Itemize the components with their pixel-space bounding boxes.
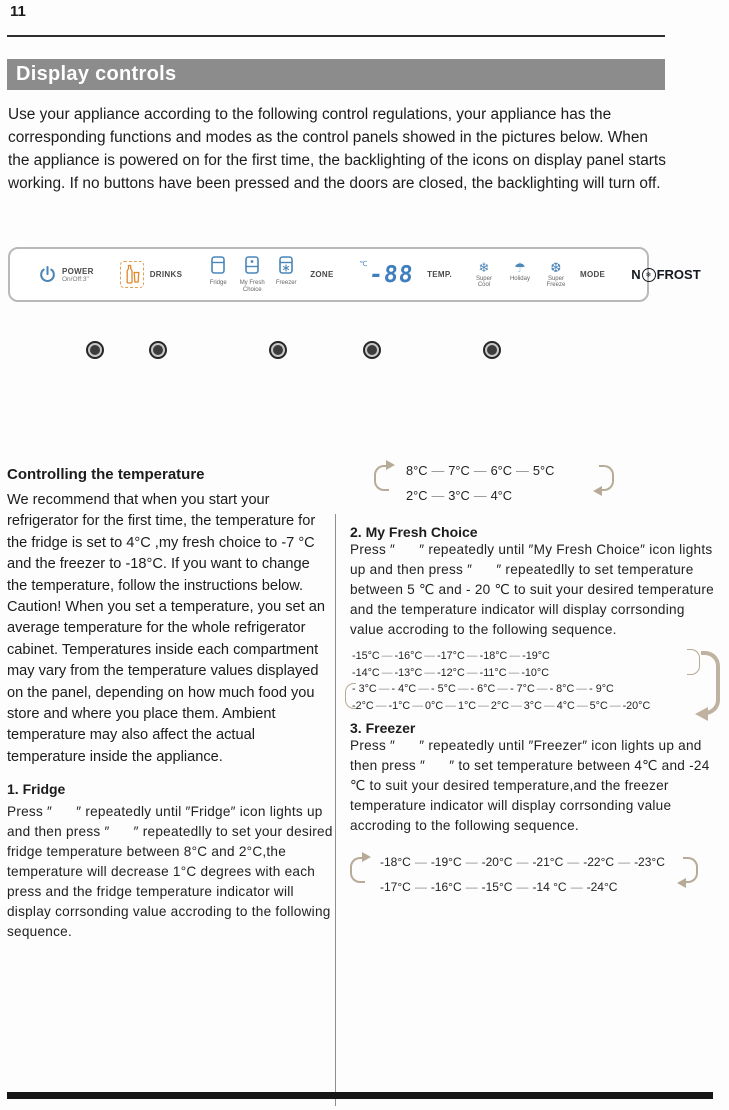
temperature-value: 3°C: [448, 488, 470, 503]
sequence-dash: —: [457, 683, 469, 695]
temperature-display: [360, 262, 413, 288]
temperature-value: -22°C: [583, 855, 615, 869]
power-label: POWER: [62, 266, 94, 276]
my-fresh-choice-body: Press ″ ″ repeatedly until ″My Fresh Choice″ icon lights up and then press ″ ″ repeatedlly to set temperature between 5 ℃ and - 20 ℃ to suit your desired temperature and the temperature indicator will display corrsonding value accroding to the following sequence.: [350, 542, 714, 637]
page-number: 11: [10, 3, 26, 20]
sequence-dash: —: [516, 880, 529, 894]
temperature-sequence-row: [406, 458, 586, 483]
sequence-dash: —: [465, 855, 478, 869]
fridge-zone-icon: [211, 256, 225, 279]
sequence-dash: —: [381, 666, 393, 679]
temperature-value: 8°C: [406, 463, 428, 478]
sequence-dash: —: [543, 699, 555, 712]
sequence-big-arrow-icon: [701, 651, 720, 715]
drinks-label: DRINKS: [149, 270, 183, 279]
temperature-value: 4°C: [490, 488, 513, 503]
my-fresh-choice-heading: 2. My Fresh Choice: [350, 524, 478, 540]
controlling-body-1: We recommend that when you start your refrigerator for the first time, the temperature for the fridge is set to 4°C ,my fresh choice to -7 °C and the freezer to -18°C. If you want to change the temperature, follow the instructions below.: [7, 492, 316, 594]
sequence-arrow-right-icon: [683, 857, 698, 883]
sequence-dash: —: [466, 666, 478, 679]
left-column: [7, 452, 333, 1106]
temperature-value: 5°C: [532, 463, 555, 478]
section-header: [7, 59, 665, 90]
sequence-dash: —: [412, 699, 424, 712]
zone-label: ZONE: [310, 270, 334, 279]
temperature-sequence-row: [380, 850, 680, 875]
temperature-value: 3°C: [523, 699, 542, 712]
temperature-value: - 4°C: [391, 683, 417, 695]
fridge-temp-sequence: [406, 458, 586, 508]
sequence-dash: —: [570, 880, 583, 894]
sequence-dash: —: [567, 855, 580, 869]
sequence-dash: —: [478, 699, 489, 712]
no-frost-logo-n: N: [631, 267, 641, 282]
temperature-value: - 7°C: [510, 683, 535, 695]
freezer-body: Press ″ ″ repeatedly until ″Freezer″ icon lights up and then press ″ ″ to set temperature between 4℃ and -24 ℃ to suit your desired temperature,and the freezer temperature indicator will display corrsonding value accroding to the following sequence.: [350, 738, 710, 833]
sequence-dash: —: [511, 699, 522, 712]
temperature-value: -19°C: [430, 855, 462, 869]
controlling-body-2: Caution! When you set a temperature, you set an average temperature for the whole refrigerator cabinet. Temperatures inside each compartment may vary from the temperature values displayed on the panel, depending on how much food you store and where you place them. Ambient temperature may also affect the actual temperature inside the appliance.: [7, 599, 325, 765]
temperature-value: -12°C: [437, 666, 465, 679]
sequence-arrow-right-icon: [599, 465, 614, 491]
sequence-dash: —: [375, 699, 387, 712]
section-title: Display controls: [16, 63, 177, 85]
display-value: -88: [367, 261, 415, 288]
my-fresh-choice-temp-sequence: [352, 648, 704, 714]
column-divider: [335, 514, 336, 1106]
temperature-value: -23°C: [634, 855, 665, 869]
right-column: [340, 452, 719, 1106]
sequence-dash: —: [424, 666, 436, 679]
power-icon: [38, 265, 57, 284]
temperature-value: -20°C: [481, 855, 513, 869]
temperature-value: -14°C: [352, 666, 380, 679]
sequence-dash: —: [509, 650, 521, 662]
sequence-dash: —: [536, 683, 548, 695]
temperature-value: -20°C: [622, 699, 651, 712]
mode-label: MODE: [579, 270, 606, 279]
temperature-value: 2°C: [406, 488, 428, 503]
freezer-zone-label: Freezer: [275, 280, 297, 286]
temperature-sequence-row: [406, 483, 586, 508]
super-freeze-icon: ❆: [550, 259, 562, 275]
freezer-heading: 3. Freezer: [350, 720, 416, 736]
temperature-sequence-row: [352, 648, 704, 665]
temp-label: TEMP.: [427, 270, 452, 279]
sequence-dash: —: [465, 880, 478, 894]
temperature-value: 5°C: [589, 699, 608, 712]
sequence-dash: —: [378, 683, 390, 695]
temperature-value: -16°C: [430, 880, 462, 894]
temperature-value: 2°C: [490, 699, 509, 712]
fridge-body: Press ″ ″ repeatedly until ″Fridge″ icon lights up and then press ″ ″ repeatedlly to set your desired fridge temperature between 8°C and 2°C,the temperature will decrease 1°C degrees with each press and the fridge temperature indicator will display corrsonding value accroding to the following sequence.: [7, 804, 333, 940]
top-rule: [7, 35, 665, 37]
body-columns: [7, 452, 719, 1106]
freezer-temp-sequence: [380, 850, 680, 900]
sequence-dash: —: [473, 488, 487, 503]
temperature-value: -19°C: [522, 650, 550, 662]
temperature-value: - 3°C: [352, 683, 377, 695]
sequence-curve-left-icon: [345, 683, 356, 709]
temperature-value: 0°C: [425, 699, 444, 712]
temperature-sequence-row: [380, 875, 680, 900]
temperature-value: - 8°C: [549, 683, 575, 695]
temperature-value: - 9°C: [589, 683, 614, 695]
sequence-dash: —: [609, 699, 621, 712]
temperature-value: -17°C: [380, 880, 411, 894]
sequence-dash: —: [516, 463, 529, 478]
temperature-value: -1°C: [388, 699, 411, 712]
temperature-value: -2°C: [352, 699, 374, 712]
super-freeze-label: Super Freeze: [546, 275, 566, 288]
intro-paragraph: Use your appliance according to the following control regulations, your appliance has the corresponding functions and modes as the control panels showed in the pictures below. When the appliance is powered on for the first time, the backlighting of the icons on display panel starts working. If no buttons have been pressed and the doors are closed, the backlighting will turn off.: [8, 106, 666, 192]
temperature-value: -13°C: [394, 666, 423, 679]
power-button-knob: [86, 341, 104, 359]
no-frost-logo: [631, 267, 700, 282]
sequence-dash: —: [618, 855, 631, 869]
super-cool-label: Super Cool: [475, 275, 492, 288]
zone-icons: [204, 256, 300, 293]
sequence-dash: —: [381, 650, 393, 662]
temperature-value: -11°C: [479, 666, 507, 679]
mode-button-knob: [483, 341, 501, 359]
zone-button-knob: [269, 341, 287, 359]
drinks-icon: [120, 261, 144, 288]
temperature-sequence-row: [352, 681, 704, 698]
no-frost-logo-frost: FROST: [656, 267, 701, 282]
temperature-sequence-row: [352, 698, 704, 715]
sequence-dash: —: [418, 683, 430, 695]
sequence-dash: —: [424, 650, 436, 662]
sequence-dash: —: [445, 699, 456, 712]
temperature-value: - 5°C: [431, 683, 456, 695]
temperature-value: -18°C: [380, 855, 411, 869]
sequence-dash: —: [497, 683, 509, 695]
temperature-value: -18°C: [479, 650, 508, 662]
holiday-icon: ☂: [514, 259, 526, 275]
temperature-value: -16°C: [394, 650, 423, 662]
holiday-label: Holiday: [509, 275, 530, 282]
sequence-dash: —: [414, 880, 427, 894]
power-sublabel: On/Off:3": [62, 275, 89, 283]
sequence-dash: —: [473, 463, 487, 478]
temperature-value: -15°C: [481, 880, 513, 894]
sequence-curve-right-icon: [687, 649, 700, 675]
temperature-value: 6°C: [490, 463, 513, 478]
sequence-dash: —: [414, 855, 427, 869]
control-panel: [8, 247, 701, 302]
temperature-value: -10°C: [521, 666, 550, 679]
temperature-value: 1°C: [457, 699, 477, 712]
temperature-value: -17°C: [437, 650, 465, 662]
temperature-value: -24°C: [586, 880, 618, 894]
temp-button-knob: [363, 341, 381, 359]
fridge-heading: 1. Fridge: [7, 781, 66, 798]
sequence-dash: —: [576, 683, 588, 695]
super-cool-icon: ❄: [478, 259, 490, 275]
fridge-zone-label: Fridge: [209, 280, 227, 286]
sequence-arrow-left-icon: [374, 465, 389, 491]
temperature-value: - 6°C: [470, 683, 496, 695]
mode-icons: [470, 261, 570, 289]
temperature-value: 7°C: [448, 463, 470, 478]
drinks-button-knob: [149, 341, 167, 359]
sequence-dash: —: [516, 855, 529, 869]
sequence-dash: —: [508, 666, 520, 679]
temperature-value: -21°C: [532, 855, 564, 869]
sequence-dash: —: [431, 463, 445, 478]
freezer-zone-icon: [279, 256, 293, 279]
bottom-rule: [7, 1092, 713, 1099]
display-unit: ℃: [359, 260, 368, 268]
temperature-value: -14 °C: [532, 880, 567, 894]
sequence-dash: —: [466, 650, 478, 662]
my-fresh-choice-zone-label: My Fresh Choice: [239, 280, 265, 293]
temperature-value: -15°C: [352, 650, 380, 662]
temperature-value: 4°C: [556, 699, 575, 712]
sequence-dash: —: [576, 699, 588, 712]
my-fresh-choice-zone-icon: [245, 256, 259, 279]
controlling-heading: Controlling the temperature: [7, 466, 205, 483]
temperature-sequence-row: [352, 665, 704, 682]
snowflake-o-icon: ❄: [642, 268, 656, 282]
sequence-arrow-left-icon: [350, 857, 365, 883]
sequence-dash: —: [431, 488, 445, 503]
